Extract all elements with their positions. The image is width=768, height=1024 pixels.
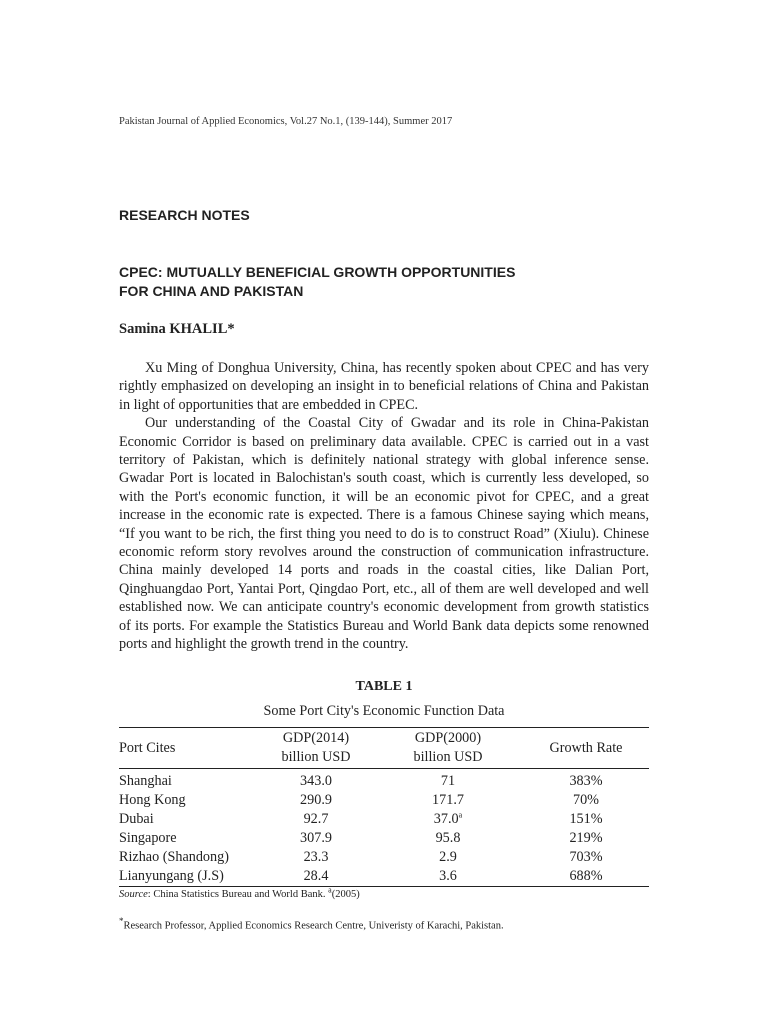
table-row [119, 848, 649, 867]
cell-gdp-2000: 171.7 [432, 792, 464, 808]
cell-growth-rate: 688% [569, 868, 603, 884]
source-label: Source [119, 889, 148, 900]
author-footnote [119, 916, 504, 932]
table-caption: TABLE 1 [355, 679, 413, 694]
body-paragraph-2: Our understanding of the Coastal City of Gwadar and its role in China-Pakistan Economic Corridor is based on preliminary data available. CPEC is carried out in a vast territory of Pakistan, which is definitely national strategy with global inference sense. Gwadar Port is located in Balochistan's south coast, which is currently less developed, so with the Port's economic function, it will be an economic pivot for CPEC, and a great increase in the economic rate is expected. There is a famous Chinese saying which means, “If you want to be rich, the first thing you need to do is to construct Road” (Xiulu). Chinese economic reform story revolves around the construction of communication infrastructure. China mainly developed 14 ports and roads in the coastal cities, like Dalian Port, Qinghuangdao Port, Yantai Port, Qingdao Port, etc., all of them are well developed and well established now. We can anticipate country's economic development from growth statistics of its ports. For example the Statistics Bureau and World Bank data depicts some renowned ports and highlight the growth trend in the country. [119, 415, 649, 653]
header-port-cities: Port Cites [119, 739, 176, 756]
body-paragraph-1: Xu Ming of Donghua University, China, has recently spoken about CPEC and has very rightly emphasized on developing an insight in to beneficial relations of China and Pakistan in light of opportunities that are embedded in CPEC. [119, 360, 649, 413]
header-gdp-2014-line-2: billion USD [281, 749, 351, 765]
header-gdp-2014 [259, 728, 373, 769]
cell-city: Lianyungang (J.S) [119, 868, 224, 884]
cell-growth-rate: 383% [569, 773, 603, 789]
cell-gdp-2000: 3.6 [439, 868, 457, 884]
cell-gdp-2000 [373, 810, 523, 829]
cell-gdp-2000-value: 37.0 [433, 811, 459, 827]
cell-gdp-2000: 2.9 [439, 849, 457, 865]
port-city-data-table [119, 727, 649, 887]
cell-gdp-2014: 23.3 [303, 849, 329, 865]
section-heading: RESEARCH NOTES [119, 207, 250, 223]
cell-gdp-2000: 95.8 [435, 830, 461, 846]
cell-city: Singapore [119, 830, 177, 846]
table-source-note [119, 885, 360, 900]
cell-gdp-2014: 92.7 [303, 811, 329, 827]
cell-city: Rizhao (Shandong) [119, 849, 229, 865]
header-growth-rate: Growth Rate [549, 739, 623, 756]
table-header-row [119, 728, 649, 769]
footnote-mark-a: a [458, 810, 463, 820]
cell-city: Shanghai [119, 773, 172, 789]
header-gdp-2000-line-2: billion USD [413, 749, 483, 765]
article-title-line-2: FOR CHINA AND PAKISTAN [119, 283, 304, 299]
footnote-text: Research Professor, Applied Economics Research Centre, Univeristy of Karachi, Pakistan. [123, 920, 504, 932]
journal-running-header: Pakistan Journal of Applied Economics, Vol.27 No.1, (139-144), Summer 2017 [119, 116, 453, 127]
footnote-mark: * [119, 916, 124, 926]
cell-growth-rate: 151% [569, 811, 603, 827]
source-note-text: (2005) [331, 889, 360, 900]
table-subcaption: Some Port City's Economic Function Data [263, 703, 505, 719]
cell-gdp-2000: 71 [440, 773, 456, 789]
cell-growth-rate: 703% [569, 849, 603, 865]
table-row [119, 769, 649, 792]
table-row [119, 867, 649, 887]
header-gdp-2000-line-1: GDP(2000) [414, 730, 482, 746]
cell-gdp-2014: 28.4 [303, 868, 329, 884]
source-text: : China Statistics Bureau and World Bank. [147, 889, 329, 900]
article-title-line-1: CPEC: MUTUALLY BENEFICIAL GROWTH OPPORTUNITIES [119, 264, 516, 280]
cell-city: Dubai [119, 811, 154, 827]
table-row [119, 791, 649, 810]
cell-gdp-2014: 307.9 [300, 830, 332, 846]
article-body [119, 359, 649, 654]
cell-gdp-2014: 290.9 [300, 792, 332, 808]
cell-city: Hong Kong [119, 792, 186, 808]
cell-gdp-2014: 343.0 [300, 773, 332, 789]
article-title [119, 263, 515, 301]
header-gdp-2000 [373, 728, 523, 769]
cell-growth-rate: 219% [569, 830, 603, 846]
source-note-mark: a [328, 885, 332, 895]
header-gdp-2014-line-1: GDP(2014) [282, 730, 350, 746]
table-row [119, 810, 649, 829]
author-name: Samina KHALIL* [119, 321, 235, 337]
cell-growth-rate: 70% [572, 792, 599, 808]
table-row [119, 829, 649, 848]
